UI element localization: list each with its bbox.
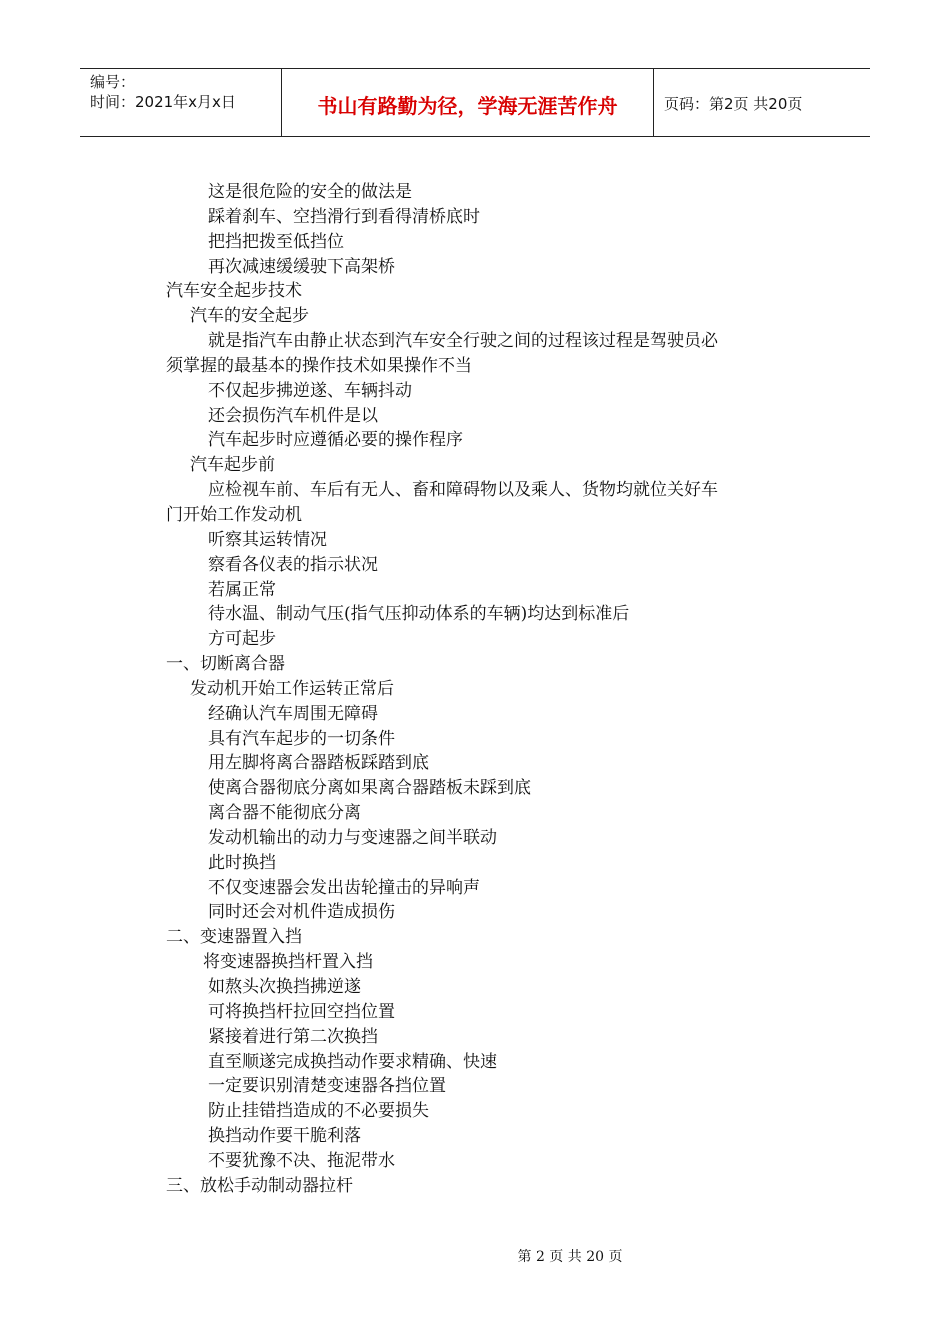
text-line: 察看各仪表的指示状况	[208, 554, 378, 575]
text-line: 离合器不能彻底分离	[208, 803, 361, 824]
text-line: 汽车安全起步技术	[166, 281, 302, 302]
text-line: 二、变速器置入挡	[166, 927, 302, 948]
text-line: 方可起步	[208, 629, 276, 650]
text-line: 这是很危险的安全的做法是	[208, 182, 412, 202]
text-line: 汽车起步前	[190, 455, 275, 476]
text-line: 经确认汽车周围无障碍	[208, 703, 378, 724]
text-line: 不仅变速器会发出齿轮撞击的异响声	[208, 877, 480, 898]
text-line: 听察其运转情况	[208, 529, 327, 550]
text-line: 就是指汽车由静止状态到汽车安全行驶之间的过程该过程是驾驶员必	[208, 331, 718, 352]
text-line: 再次减速缓缓驶下高架桥	[208, 256, 395, 277]
text-line: 一定要识别清楚变速器各挡位置	[208, 1076, 446, 1097]
text-line: 门开始工作发动机	[166, 504, 302, 525]
text-line: 须掌握的最基本的操作技术如果操作不当	[166, 355, 472, 376]
text-line: 换挡动作要干脆利落	[208, 1126, 361, 1147]
text-line: 不要犹豫不决、拖泥带水	[208, 1150, 395, 1171]
header-page-info: 页码：第2页 共20页	[664, 95, 803, 113]
text-line: 一、切断离合器	[166, 654, 285, 675]
text-line: 汽车起步时应遵循必要的操作程序	[208, 430, 463, 451]
document-number-label: 编号：	[90, 73, 136, 91]
header-motto: 书山有路勤为径，学海无涯苦作舟	[282, 69, 654, 136]
text-line: 若属正常	[208, 579, 276, 600]
text-line: 发动机开始工作运转正常后	[190, 678, 394, 699]
text-line: 将变速器换挡杆置入挡	[203, 952, 373, 973]
text-line: 如熬头次换挡拂逆遂	[208, 977, 361, 997]
text-line: 三、放松手动制动器拉杆	[166, 1175, 353, 1196]
text-line: 应检视车前、车后有无人、畜和障碍物以及乘人、货物均就位关好车	[208, 480, 718, 501]
page-footer: 第 2 页 共 20 页	[517, 1249, 623, 1265]
text-line: 用左脚将离合器踏板踩踏到底	[208, 753, 429, 774]
text-line: 待水温、制动气压(指气压抑动体系的车辆)均达到标准后	[208, 604, 630, 625]
text-line: 把挡把拨至低挡位	[208, 231, 344, 252]
text-line: 踩着刹车、空挡滑行到看得清桥底时	[208, 206, 480, 227]
text-line: 具有汽车起步的一切条件	[208, 728, 395, 749]
text-line: 可将换挡杆拉回空挡位置	[208, 1001, 395, 1022]
header-meta-cell	[80, 69, 282, 136]
text-line: 使离合器彻底分离如果离合器踏板未踩到底	[208, 778, 531, 799]
text-line: 同时还会对机件造成损伤	[208, 902, 395, 923]
text-line: 汽车的安全起步	[190, 306, 309, 327]
text-line: 还会损伤汽车机件是以	[208, 405, 378, 426]
page-header	[80, 68, 870, 137]
text-line: 不仅起步拂逆遂、车辆抖动	[208, 380, 412, 401]
document-date-label: 时间：2021年x月x日	[90, 93, 236, 111]
text-line: 此时换挡	[208, 852, 276, 873]
text-line: 防止挂错挡造成的不必要损失	[208, 1101, 429, 1122]
text-line: 发动机输出的动力与变速器之间半联动	[208, 827, 497, 848]
document-body	[0, 180, 950, 1199]
text-line: 紧接着进行第二次换挡	[208, 1026, 378, 1047]
text-line: 直至顺遂完成换挡动作要求精确、快速	[208, 1051, 497, 1072]
